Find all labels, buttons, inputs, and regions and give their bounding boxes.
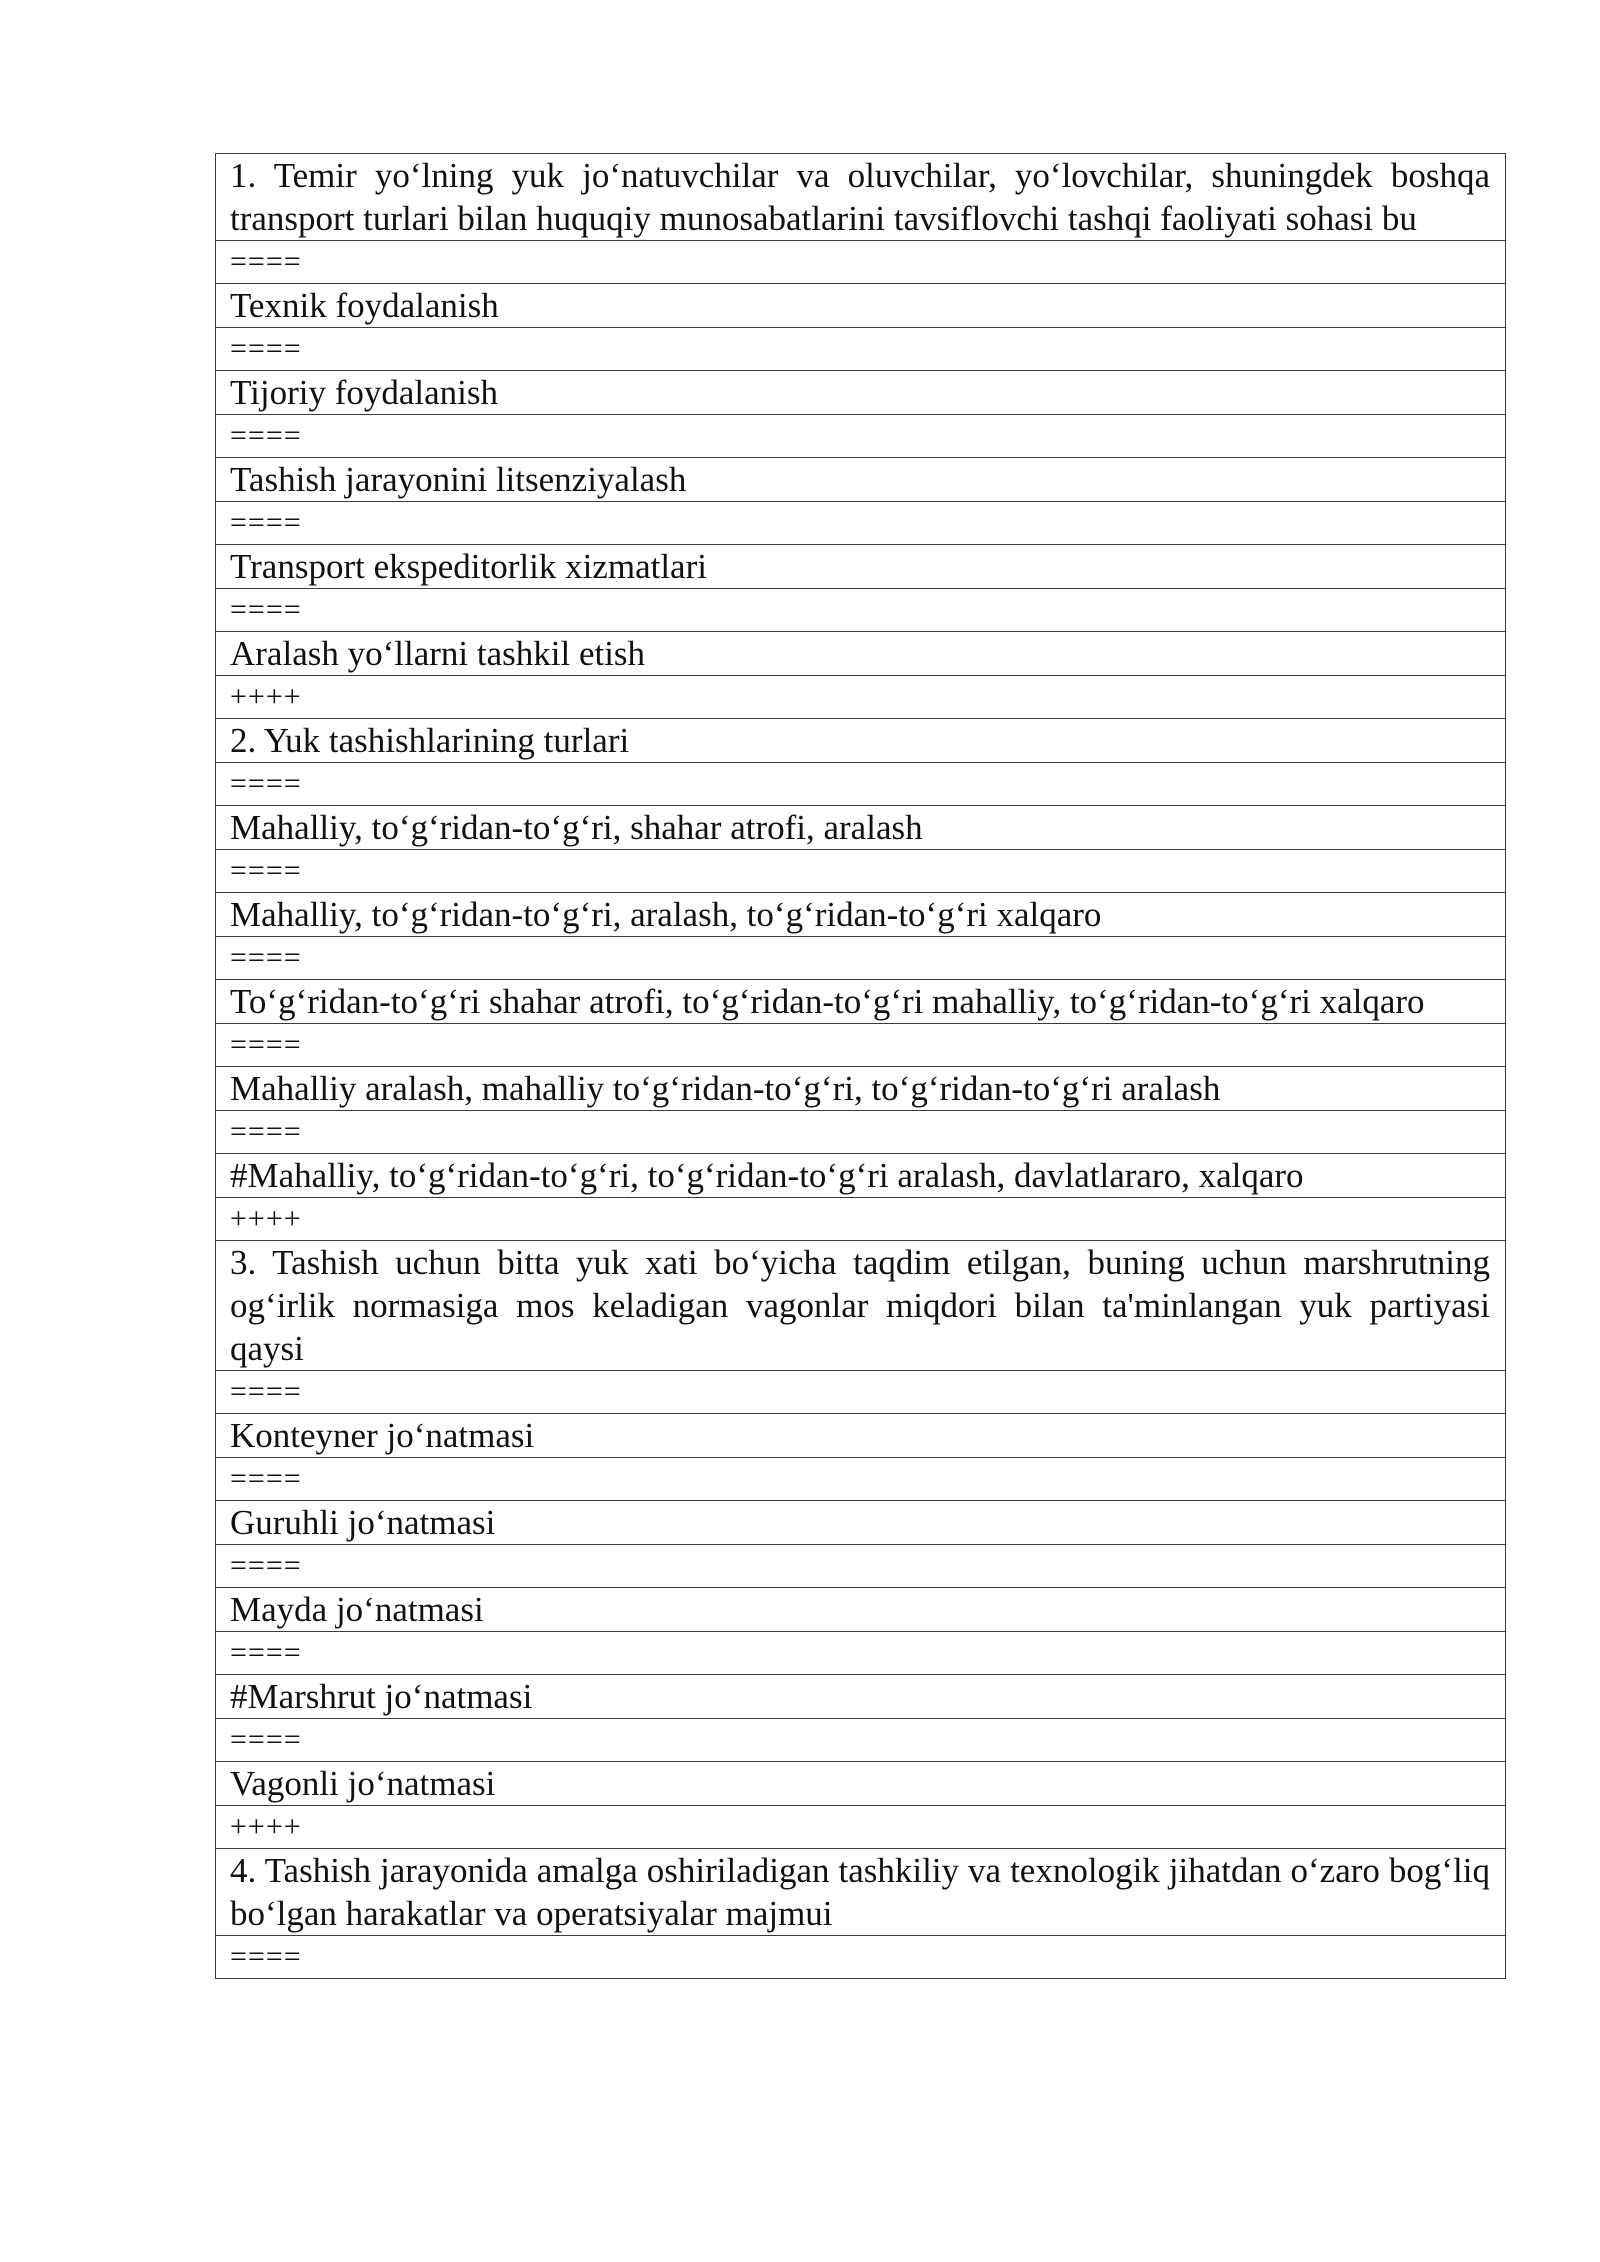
separator: ==== — [216, 1936, 1506, 1979]
separator: ==== — [216, 328, 1506, 371]
separator: ==== — [216, 763, 1506, 806]
answer-option: Aralash yo‘llarni tashkil etish — [216, 632, 1506, 676]
separator: ==== — [216, 1545, 1506, 1588]
table-row — [216, 1501, 1506, 1545]
table-row — [216, 284, 1506, 328]
table-row — [216, 458, 1506, 502]
table-row — [216, 1632, 1506, 1675]
separator: ==== — [216, 241, 1506, 284]
table-row — [216, 1719, 1506, 1762]
question-table-body — [216, 154, 1506, 1979]
answer-option: Texnik foydalanish — [216, 284, 1506, 328]
table-row — [216, 1241, 1506, 1371]
table-row — [216, 1024, 1506, 1067]
answer-option: To‘g‘ridan-to‘g‘ri shahar atrofi, to‘g‘ridan-to‘g‘ri mahalliy, to‘g‘ridan-to‘g‘ri xalqaro — [216, 980, 1506, 1024]
answer-option: Konteyner jo‘natmasi — [216, 1414, 1506, 1458]
table-row — [216, 1545, 1506, 1588]
table-row — [216, 1458, 1506, 1501]
table-row — [216, 1414, 1506, 1458]
separator: ==== — [216, 1458, 1506, 1501]
separator: ==== — [216, 415, 1506, 458]
answer-option: Mahalliy aralash, mahalliy to‘g‘ridan-to‘g‘ri, to‘g‘ridan-to‘g‘ri aralash — [216, 1067, 1506, 1111]
answer-option: Transport ekspeditorlik xizmatlari — [216, 545, 1506, 589]
separator: ==== — [216, 937, 1506, 980]
table-row — [216, 1067, 1506, 1111]
answer-option: Mahalliy, to‘g‘ridan-to‘g‘ri, aralash, to‘g‘ridan-to‘g‘ri xalqaro — [216, 893, 1506, 937]
table-row — [216, 1936, 1506, 1979]
answer-option-correct: #Marshrut jo‘natmasi — [216, 1675, 1506, 1719]
table-row — [216, 1111, 1506, 1154]
answer-option: Tashish jarayonini litsenziyalash — [216, 458, 1506, 502]
answer-option: Tijoriy foydalanish — [216, 371, 1506, 415]
separator: ==== — [216, 1371, 1506, 1414]
question-end-marker: ++++ — [216, 1198, 1506, 1241]
table-row — [216, 415, 1506, 458]
table-row — [216, 632, 1506, 676]
table-row — [216, 937, 1506, 980]
table-row — [216, 1371, 1506, 1414]
table-row — [216, 589, 1506, 632]
question-table — [215, 153, 1506, 1979]
separator: ==== — [216, 1719, 1506, 1762]
table-row — [216, 850, 1506, 893]
table-row — [216, 371, 1506, 415]
table-row — [216, 154, 1506, 241]
table-row — [216, 1806, 1506, 1849]
answer-option: Vagonli jo‘natmasi — [216, 1762, 1506, 1806]
separator: ==== — [216, 850, 1506, 893]
separator: ==== — [216, 1632, 1506, 1675]
separator: ==== — [216, 502, 1506, 545]
separator: ==== — [216, 589, 1506, 632]
separator: ==== — [216, 1111, 1506, 1154]
table-row — [216, 806, 1506, 850]
table-row — [216, 719, 1506, 763]
question-2-text: 2. Yuk tashishlarining turlari — [216, 719, 1506, 763]
table-row — [216, 676, 1506, 719]
table-row — [216, 1675, 1506, 1719]
table-row — [216, 893, 1506, 937]
table-row — [216, 545, 1506, 589]
answer-option: Mayda jo‘natmasi — [216, 1588, 1506, 1632]
table-row — [216, 502, 1506, 545]
question-end-marker: ++++ — [216, 1806, 1506, 1849]
table-row — [216, 1849, 1506, 1936]
table-row — [216, 763, 1506, 806]
answer-option: Guruhli jo‘natmasi — [216, 1501, 1506, 1545]
table-row — [216, 241, 1506, 284]
table-row — [216, 1588, 1506, 1632]
table-row — [216, 1762, 1506, 1806]
table-row — [216, 980, 1506, 1024]
answer-option: Mahalliy, to‘g‘ridan-to‘g‘ri, shahar atrofi, aralash — [216, 806, 1506, 850]
separator: ==== — [216, 1024, 1506, 1067]
table-row — [216, 1198, 1506, 1241]
table-row — [216, 1154, 1506, 1198]
question-3-text: 3. Tashish uchun bitta yuk xati bo‘yicha taqdim etilgan, buning uchun marshrutning og‘irlik normasiga mos keladigan vagonlar miqdori bilan ta'minlangan yuk partiyasi qaysi — [216, 1241, 1506, 1371]
question-1-text: 1. Temir yo‘lning yuk jo‘natuvchilar va oluvchilar, yo‘lovchilar, shuningdek boshqa transport turlari bilan huquqiy munosabatlarini tavsiflovchi tashqi faoliyati sohasi bu — [216, 154, 1506, 241]
answer-option-correct: #Mahalliy, to‘g‘ridan-to‘g‘ri, to‘g‘ridan-to‘g‘ri aralash, davlatlararo, xalqaro — [216, 1154, 1506, 1198]
question-4-text: 4. Tashish jarayonida amalga oshiriladigan tashkiliy va texnologik jihatdan o‘zaro bog‘liq bo‘lgan harakatlar va operatsiyalar majmui — [216, 1849, 1506, 1936]
table-row — [216, 328, 1506, 371]
question-end-marker: ++++ — [216, 676, 1506, 719]
